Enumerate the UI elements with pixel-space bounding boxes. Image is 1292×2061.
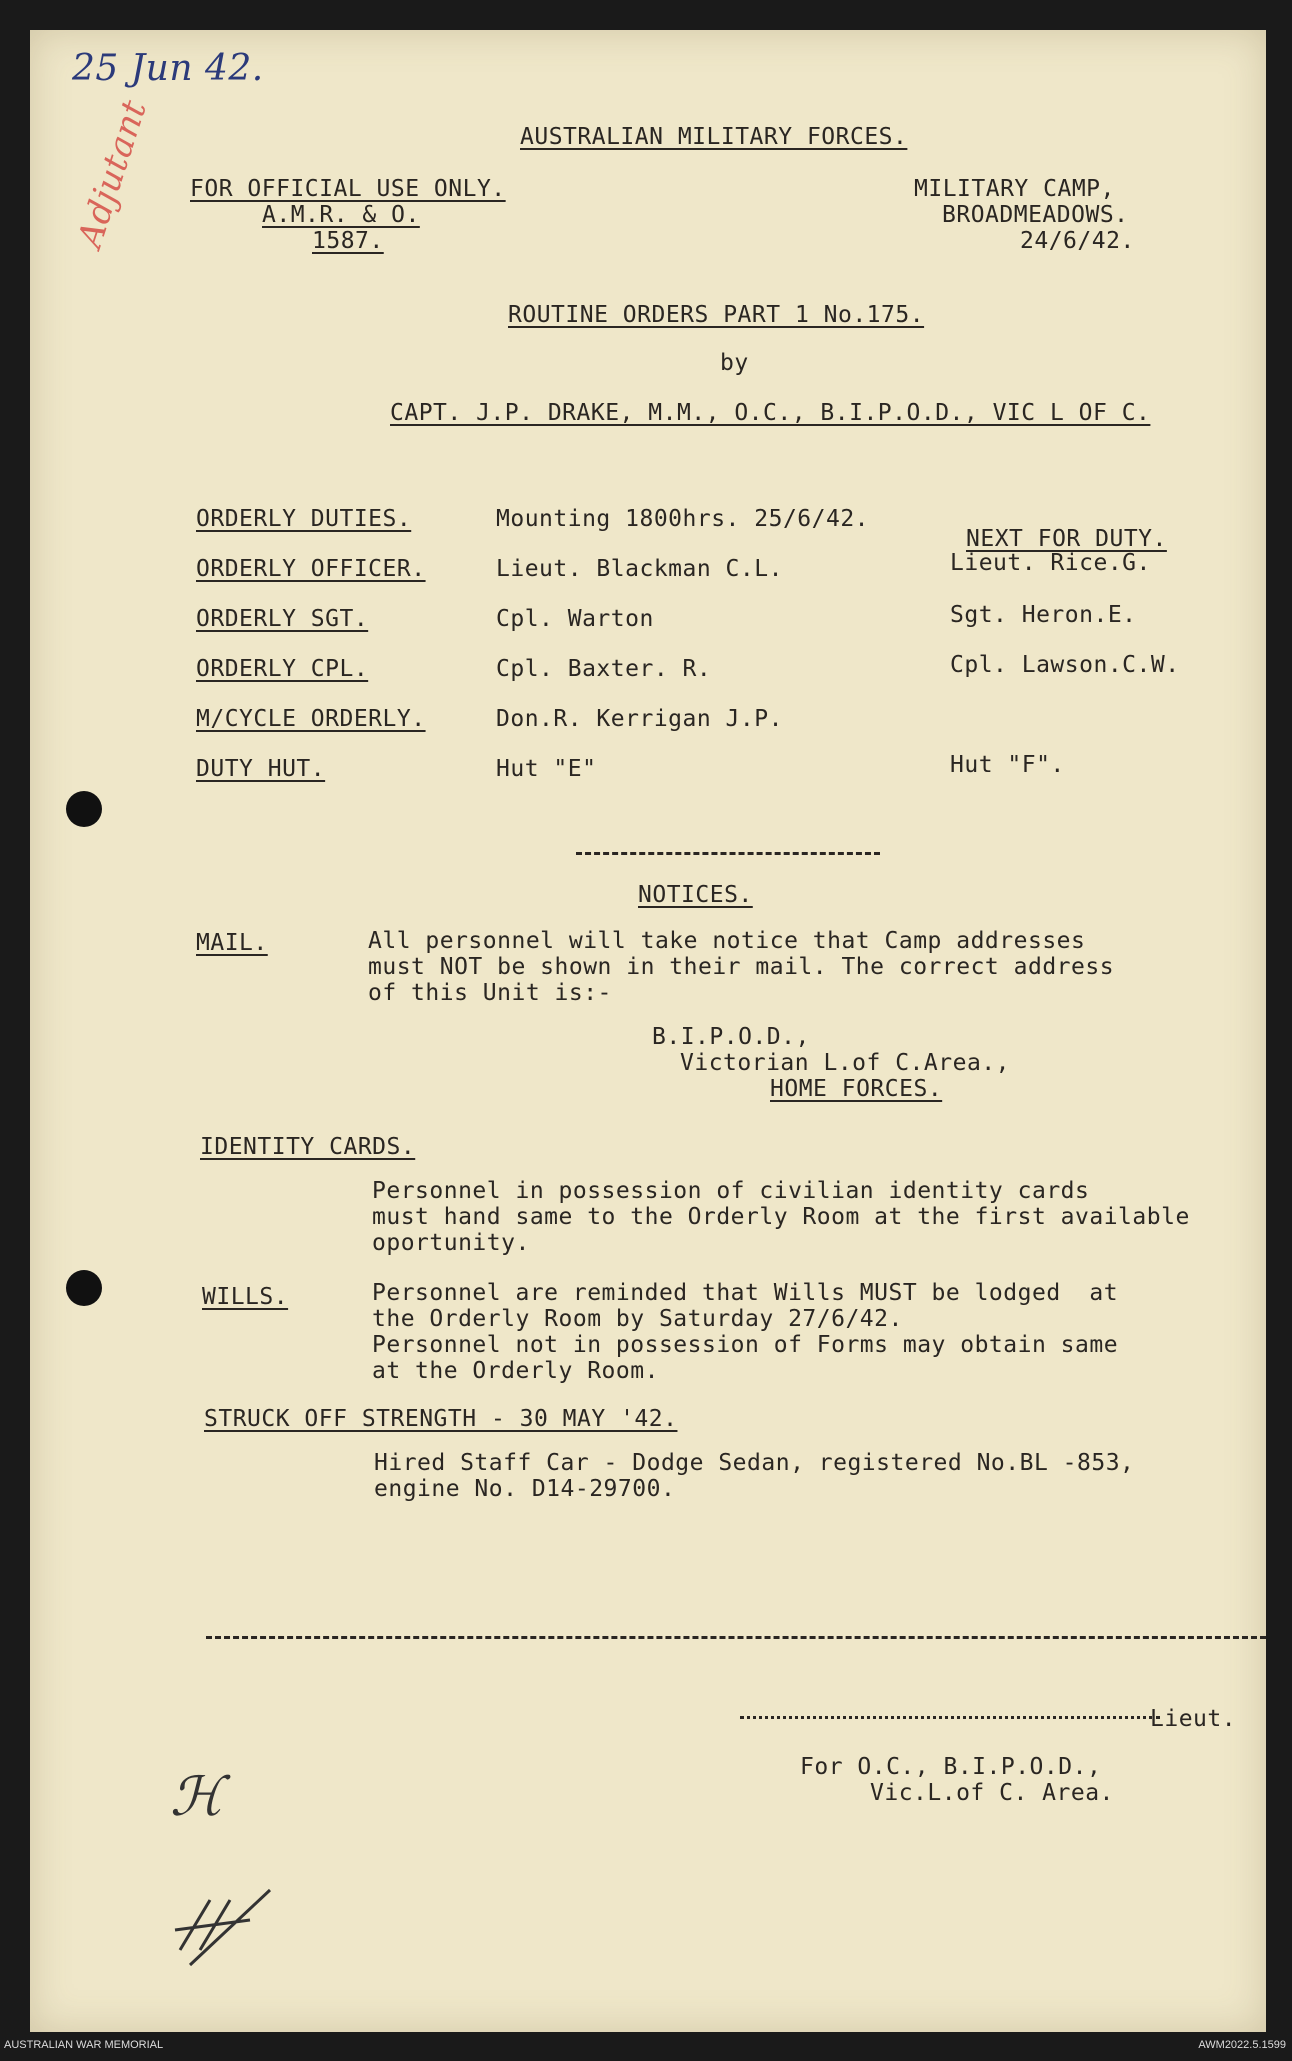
footer-right: AWM2022.5.1599 (1198, 2039, 1286, 2051)
handwritten-red-mark: Adjutant (70, 95, 156, 253)
duty-label: ORDERLY SGT. (196, 606, 369, 632)
section-divider (576, 852, 880, 855)
wills-text: the Orderly Room by Saturday 27/6/42. (372, 1306, 903, 1332)
duty-value: Hut "E" (496, 756, 597, 782)
duty-label: M/CYCLE ORDERLY. (196, 706, 426, 732)
mail-address: B.I.P.O.D., (652, 1024, 810, 1050)
next-for-duty-header: NEXT FOR DUTY. (966, 526, 1167, 552)
struck-text: engine No. D14-29700. (374, 1476, 676, 1502)
struck-text: Hired Staff Car - Dodge Sedan, registered No.BL -853, (374, 1450, 1135, 1476)
identity-text: oportunity. (372, 1230, 530, 1256)
document-date: 24/6/42. (1020, 228, 1135, 254)
document-page (30, 30, 1266, 2032)
footer-left: AUSTRALIAN WAR MEMORIAL (4, 2039, 164, 2051)
orders-title: ROUTINE ORDERS PART 1 No.175. (508, 302, 925, 328)
closing-divider (206, 1636, 1266, 1639)
duty-label: DUTY HUT. (196, 756, 326, 782)
punch-hole (66, 791, 102, 827)
mail-address: Victorian L.of C.Area., (680, 1050, 1010, 1076)
punch-hole (66, 1270, 102, 1306)
mail-text: of this Unit is:- (368, 980, 612, 1006)
signature-text: Vic.L.of C. Area. (870, 1780, 1114, 1806)
duty-next: Lieut. Rice.G. (950, 550, 1151, 576)
notices-title: NOTICES. (638, 882, 753, 908)
duty-value: Don.R. Kerrigan J.P. (496, 706, 783, 732)
signature-text: For O.C., B.I.P.O.D., (800, 1754, 1102, 1780)
duty-label: ORDERLY OFFICER. (196, 556, 426, 582)
wills-text: Personnel not in possession of Forms may obtain same (372, 1332, 1119, 1358)
duty-label: ORDERLY CPL. (196, 656, 369, 682)
official-use: FOR OFFICIAL USE ONLY. (190, 176, 506, 202)
wills-text: at the Orderly Room. (372, 1358, 659, 1384)
mail-text: must NOT be shown in their mail. The correct address (368, 954, 1115, 980)
handwritten-initials: ℋ (170, 1765, 224, 1828)
mail-label: MAIL. (196, 930, 268, 956)
camp-location: BROADMEADOWS. (942, 202, 1129, 228)
duty-value: Lieut. Blackman C.L. (496, 556, 783, 582)
duty-value: Cpl. Baxter. R. (496, 656, 712, 682)
identity-text: must hand same to the Orderly Room at the first available (372, 1204, 1190, 1230)
duty-next: Sgt. Heron.E. (950, 602, 1137, 628)
duty-next: Hut "F". (950, 752, 1065, 778)
duty-next: Cpl. Lawson.C.W. (950, 652, 1180, 678)
duty-label: ORDERLY DUTIES. (196, 506, 412, 532)
duty-value: Mounting 1800hrs. 25/6/42. (496, 506, 870, 532)
struck-label: STRUCK OFF STRENGTH - 30 MAY '42. (204, 1406, 678, 1432)
identity-label: IDENTITY CARDS. (200, 1134, 416, 1160)
signature-rank: Lieut. (1150, 1706, 1237, 1732)
by-label: by (720, 350, 749, 376)
amr-ref: A.M.R. & O. (262, 202, 420, 228)
duty-value: Cpl. Warton (496, 606, 654, 632)
wills-text: Personnel are reminded that Wills MUST be lodged at (372, 1280, 1119, 1306)
amr-number: 1587. (312, 228, 384, 254)
signature-line (740, 1716, 1160, 1719)
signature-mark (170, 1880, 280, 1970)
document-title: AUSTRALIAN MILITARY FORCES. (520, 124, 908, 150)
mail-address: HOME FORCES. (770, 1076, 943, 1102)
camp-name: MILITARY CAMP, (914, 176, 1115, 202)
commanding-officer: CAPT. J.P. DRAKE, M.M., O.C., B.I.P.O.D., VIC L OF C. (390, 400, 1151, 426)
identity-text: Personnel in possession of civilian identity cards (372, 1178, 1090, 1204)
handwritten-date: 25 Jun 42. (72, 48, 264, 89)
mail-text: All personnel will take notice that Camp addresses (368, 928, 1086, 954)
wills-label: WILLS. (202, 1284, 289, 1310)
